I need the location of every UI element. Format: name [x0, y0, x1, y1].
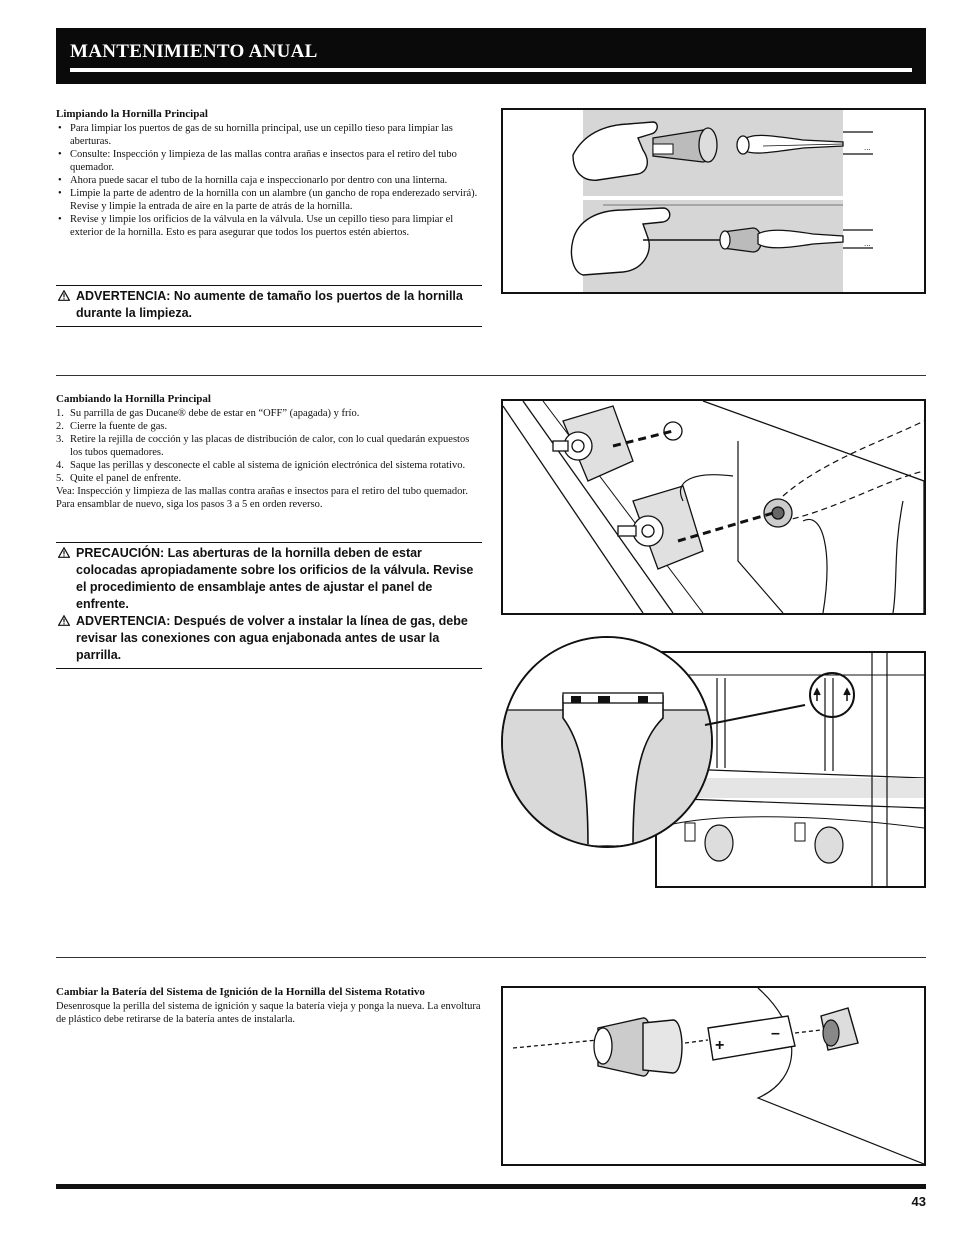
list-item	[56, 407, 482, 420]
svg-text:+: +	[715, 1037, 725, 1054]
warning-text: ADVERTENCIA: No aumente de tamaño los puertos de la hornilla durante la limpieza.	[76, 289, 463, 320]
warning-line	[56, 288, 482, 322]
battery-instructions: Desenrosque la perilla del sistema de ignición y saque la batería vieja y ponga la nueva. La envoltura de plástico debe retirarse de la batería antes de instalarla.	[56, 1001, 481, 1025]
step-text: Cierre la fuente de gas.	[70, 421, 168, 432]
step-text: Retire la rejilla de cocción y las placas de distribución de calor, con lo cual quedarán expuestos los tubos quemadores.	[70, 434, 470, 458]
warning-triangle-icon	[58, 290, 70, 301]
section-battery	[56, 986, 482, 1026]
svg-text:...: ...	[864, 143, 871, 152]
page-number: 43	[911, 1194, 926, 1209]
list-item	[56, 472, 482, 485]
warning-triangle-icon	[58, 615, 70, 626]
footer-bar	[56, 1184, 926, 1189]
list-item	[56, 420, 482, 433]
caution-line	[56, 545, 482, 613]
figure-battery-replacement	[501, 986, 926, 1166]
caution-text: PRECAUCIÓN: Las aberturas de la hornilla deben de estar colocadas apropiadamente sobre los orificios de la válvula. Revise el procedimiento de ensamblaje antes de ajustar el panel de enfrente.	[76, 546, 474, 611]
list-item-text: Ahora puede sacar el tubo de la hornilla caja e inspeccionarlo por dentro con una linterna.	[70, 175, 448, 186]
section-divider	[56, 957, 926, 958]
page-header	[56, 28, 926, 84]
zoom-circle-detail	[501, 636, 713, 848]
zoom-connector-line	[700, 700, 810, 740]
step-text: Saque las perillas y desconecte el cable al sistema de ignición electrónica del sistema rotativo.	[70, 460, 466, 471]
list-item	[56, 433, 482, 459]
list-item	[56, 187, 482, 213]
list-item-text: Consulte: Inspección y limpieza de las mallas contra arañas e insectos para el retiro del tubo quemador.	[70, 149, 457, 173]
section-cleaning-burner	[56, 108, 482, 239]
step-text: Quite el panel de enfrente.	[70, 473, 182, 484]
cleaning-bullet-list	[56, 122, 482, 239]
reassemble-note: Para ensamblar de nuevo, siga los pasos 3 a 5 en orden reverso.	[56, 499, 323, 510]
section-divider	[56, 375, 926, 376]
battery-replacement-illustration	[503, 988, 924, 1164]
section-title: Cambiar la Batería del Sistema de Ignición de la Hornilla del Sistema Rotativo	[56, 986, 425, 998]
replacing-steps-list	[56, 407, 482, 485]
burner-cleaning-illustration	[503, 110, 924, 292]
caution-box-replacing	[56, 542, 482, 669]
list-item	[56, 459, 482, 472]
page-title: MANTENIMIENTO ANUAL	[70, 41, 318, 62]
figure-burner-removal	[501, 399, 926, 615]
step-text: Su parrilla de gas Ducane® debe de estar en “OFF” (apagada) y frío.	[70, 408, 360, 419]
section-title: Limpiando la Hornilla Principal	[56, 108, 208, 120]
figure-burner-cleaning	[501, 108, 926, 294]
step-number: 5.	[56, 473, 64, 484]
list-item-text: Para limpiar los puertos de gas de su hornilla principal, use un cepillo tieso para limpiar las aberturas.	[70, 123, 453, 147]
list-item	[56, 174, 482, 187]
warning-text: ADVERTENCIA: Después de volver a instalar la línea de gas, debe revisar las conexiones con agua enjabonada antes de usar la parrilla.	[76, 614, 468, 662]
list-item-text: Revise y limpie los orificios de la válvula en la válvula. Use un cepillo tieso para limpiar el exterior de la hornilla. Esto es para asegurar que todos los puertos estén abiertos.	[70, 214, 454, 238]
list-item-text: Limpie la parte de adentro de la hornilla con un alambre (un gancho de ropa enderezado servirá).	[70, 188, 478, 199]
list-item-extra: Revise y limpie la entrada de aire en la parte de atrás de la hornilla.	[70, 201, 353, 212]
list-item	[56, 122, 482, 148]
section-replacing-burner	[56, 393, 482, 511]
svg-text:...: ...	[864, 239, 871, 248]
see-note: Vea: Inspección y limpieza de las mallas contra arañas e insectos para el retiro del tubo quemador.	[56, 486, 468, 497]
warning-triangle-icon	[58, 547, 70, 558]
step-number: 3.	[56, 434, 64, 445]
warning-box-cleaning	[56, 285, 482, 327]
step-number: 2.	[56, 421, 64, 432]
burner-removal-illustration	[503, 401, 924, 613]
svg-text:–: –	[771, 1025, 780, 1042]
list-item	[56, 148, 482, 174]
list-item	[56, 213, 482, 239]
step-number: 1.	[56, 408, 64, 419]
step-number: 4.	[56, 460, 64, 471]
warning-line	[56, 613, 482, 664]
valve-zoom-illustration	[503, 638, 711, 846]
section-title: Cambiando la Hornilla Principal	[56, 393, 211, 405]
header-rule	[70, 68, 912, 72]
